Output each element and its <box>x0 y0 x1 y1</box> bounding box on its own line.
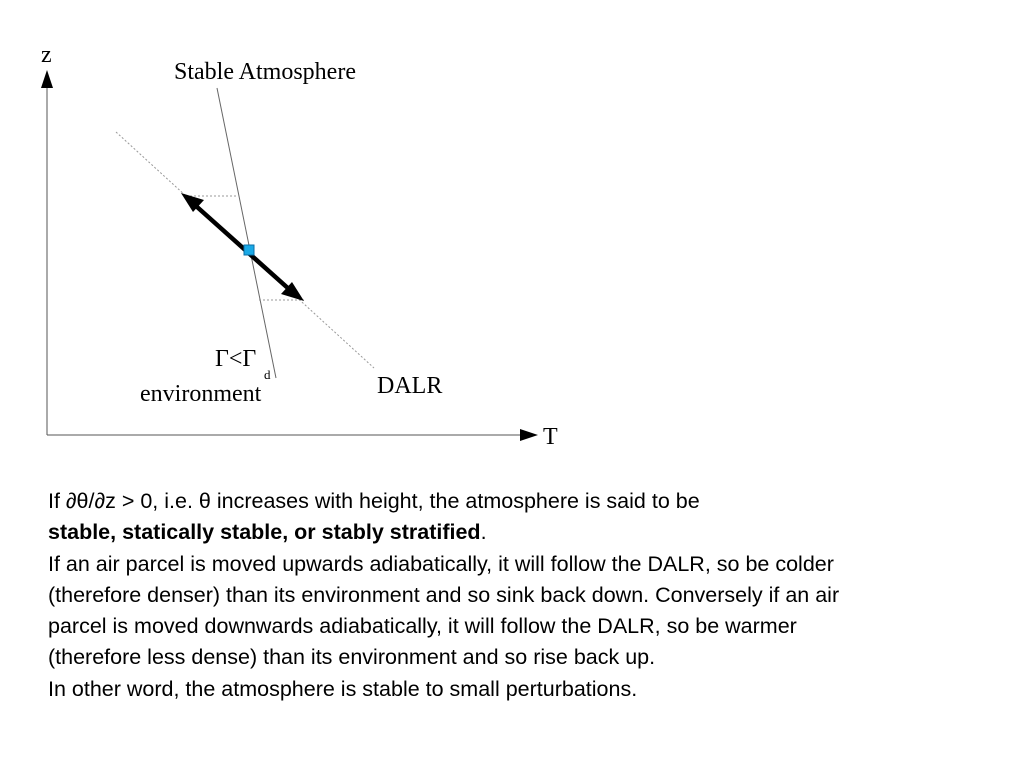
z-axis-label: z <box>41 42 52 68</box>
t-axis-arrowhead <box>520 429 538 441</box>
definition-paragraph <box>48 486 868 549</box>
parcel-explanation-paragraph: If an air parcel is moved upwards adiabatically, it will follow the DALR, so be colder (therefore denser) than its environment and so sink back down. Conversely if an air parcel is moved downwards adiabatically, it will follow the DALR, so be warmer (therefore less dense) than its environment and so rise back up. <box>48 551 840 670</box>
conclusion-paragraph: In other word, the atmosphere is stable to small perturbations. <box>48 676 638 701</box>
definition-period: . <box>480 520 487 545</box>
gamma-inequality-label: Γ<Γ <box>215 346 257 372</box>
gamma-subscript-label: d <box>264 367 271 382</box>
dalr-label: DALR <box>377 373 443 399</box>
air-parcel <box>244 245 254 255</box>
environment-label: environment <box>140 381 262 407</box>
diagram-title: Stable Atmosphere <box>174 59 356 85</box>
parcel-displacement-arrow <box>196 206 290 290</box>
explanation-text <box>48 486 868 705</box>
z-axis-arrowhead <box>41 70 53 88</box>
t-axis-label: T <box>543 424 558 450</box>
stability-terms: stable, statically stable, or stably stratified <box>48 520 481 545</box>
definition-line: If ∂θ/∂z > 0, i.e. θ increases with height, the atmosphere is said to be <box>48 489 700 513</box>
